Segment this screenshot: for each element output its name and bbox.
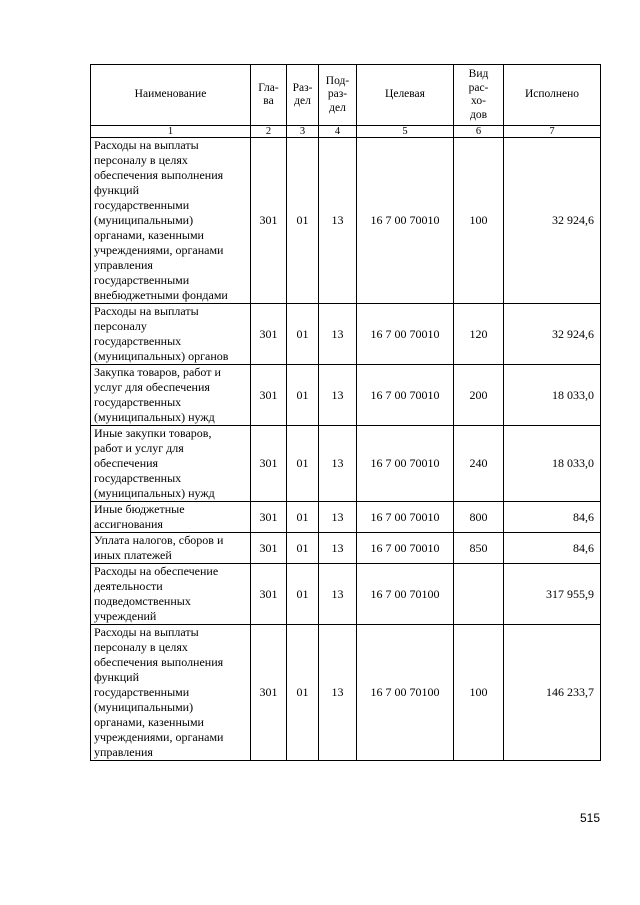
cell-amount: 18 033,0	[504, 426, 601, 502]
column-number-name: 1	[91, 126, 251, 138]
cell-podrazdel: 13	[319, 533, 357, 564]
column-header-razdel: Раз- дел	[287, 65, 319, 126]
cell-glava: 301	[251, 365, 287, 426]
cell-celevaya: 16 7 00 70010	[357, 502, 454, 533]
column-header-vid: Вид рас- хо- дов	[454, 65, 504, 126]
column-number-vid: 6	[454, 126, 504, 138]
table-row	[91, 426, 601, 502]
cell-name: Уплата налогов, сборов и иных платежей	[91, 533, 251, 564]
page-number: 515	[579, 811, 600, 825]
cell-razdel: 01	[287, 625, 319, 761]
column-number-glava: 2	[251, 126, 287, 138]
cell-vid: 100	[454, 625, 504, 761]
cell-amount: 32 924,6	[504, 138, 601, 304]
column-header-name: Наименование	[91, 65, 251, 126]
cell-razdel: 01	[287, 502, 319, 533]
cell-vid: 100	[454, 138, 504, 304]
table-row	[91, 625, 601, 761]
table-row	[91, 365, 601, 426]
cell-celevaya: 16 7 00 70100	[357, 564, 454, 625]
cell-celevaya: 16 7 00 70100	[357, 625, 454, 761]
cell-vid: 240	[454, 426, 504, 502]
cell-amount: 317 955,9	[504, 564, 601, 625]
cell-celevaya: 16 7 00 70010	[357, 426, 454, 502]
cell-podrazdel: 13	[319, 304, 357, 365]
column-number-podrazdel: 4	[319, 126, 357, 138]
cell-glava: 301	[251, 533, 287, 564]
budget-table	[90, 64, 601, 761]
cell-celevaya: 16 7 00 70010	[357, 365, 454, 426]
cell-glava: 301	[251, 426, 287, 502]
column-header-podrazdel: Под- раз- дел	[319, 65, 357, 126]
cell-glava: 301	[251, 502, 287, 533]
column-header-celevaya: Целевая	[357, 65, 454, 126]
cell-razdel: 01	[287, 138, 319, 304]
table-row	[91, 564, 601, 625]
cell-name: Иные бюджетные ассигнования	[91, 502, 251, 533]
header-row	[91, 65, 601, 126]
cell-podrazdel: 13	[319, 426, 357, 502]
cell-name: Иные закупки товаров, работ и услуг для обеспечения государственных (муниципальных) нужд	[91, 426, 251, 502]
cell-amount: 18 033,0	[504, 365, 601, 426]
cell-celevaya: 16 7 00 70010	[357, 138, 454, 304]
cell-razdel: 01	[287, 365, 319, 426]
cell-name: Расходы на выплаты персоналу государственных (муниципальных) органов	[91, 304, 251, 365]
cell-glava: 301	[251, 564, 287, 625]
cell-name: Расходы на выплаты персоналу в целях обеспечения выполнения функций государственными (муниципальными) органами, казенными учреждениями, органами управления государственными внебюджетными фондами	[91, 138, 251, 304]
column-number-row	[91, 126, 601, 138]
cell-podrazdel: 13	[319, 502, 357, 533]
cell-vid	[454, 564, 504, 625]
table-body	[91, 138, 601, 761]
cell-celevaya: 16 7 00 70010	[357, 533, 454, 564]
cell-razdel: 01	[287, 533, 319, 564]
table-header	[91, 65, 601, 138]
table-row	[91, 138, 601, 304]
cell-amount: 84,6	[504, 502, 601, 533]
cell-celevaya: 16 7 00 70010	[357, 304, 454, 365]
table-row	[91, 533, 601, 564]
table-row	[91, 502, 601, 533]
column-number-amount: 7	[504, 126, 601, 138]
column-number-razdel: 3	[287, 126, 319, 138]
table-row	[91, 304, 601, 365]
cell-name: Расходы на выплаты персоналу в целях обеспечения выполнения функций государственными (муниципальными) органами, казенными учреждениями, органами управления	[91, 625, 251, 761]
column-number-celevaya: 5	[357, 126, 454, 138]
cell-amount: 32 924,6	[504, 304, 601, 365]
column-header-amount: Исполнено	[504, 65, 601, 126]
cell-podrazdel: 13	[319, 564, 357, 625]
column-header-glava: Гла- ва	[251, 65, 287, 126]
cell-vid: 200	[454, 365, 504, 426]
cell-razdel: 01	[287, 304, 319, 365]
cell-glava: 301	[251, 625, 287, 761]
cell-podrazdel: 13	[319, 625, 357, 761]
cell-vid: 850	[454, 533, 504, 564]
cell-glava: 301	[251, 304, 287, 365]
cell-vid: 800	[454, 502, 504, 533]
cell-razdel: 01	[287, 426, 319, 502]
cell-name: Расходы на обеспечение деятельности подведомственных учреждений	[91, 564, 251, 625]
cell-podrazdel: 13	[319, 138, 357, 304]
cell-amount: 84,6	[504, 533, 601, 564]
cell-vid: 120	[454, 304, 504, 365]
cell-amount: 146 233,7	[504, 625, 601, 761]
cell-podrazdel: 13	[319, 365, 357, 426]
cell-glava: 301	[251, 138, 287, 304]
cell-razdel: 01	[287, 564, 319, 625]
cell-name: Закупка товаров, работ и услуг для обеспечения государственных (муниципальных) нужд	[91, 365, 251, 426]
